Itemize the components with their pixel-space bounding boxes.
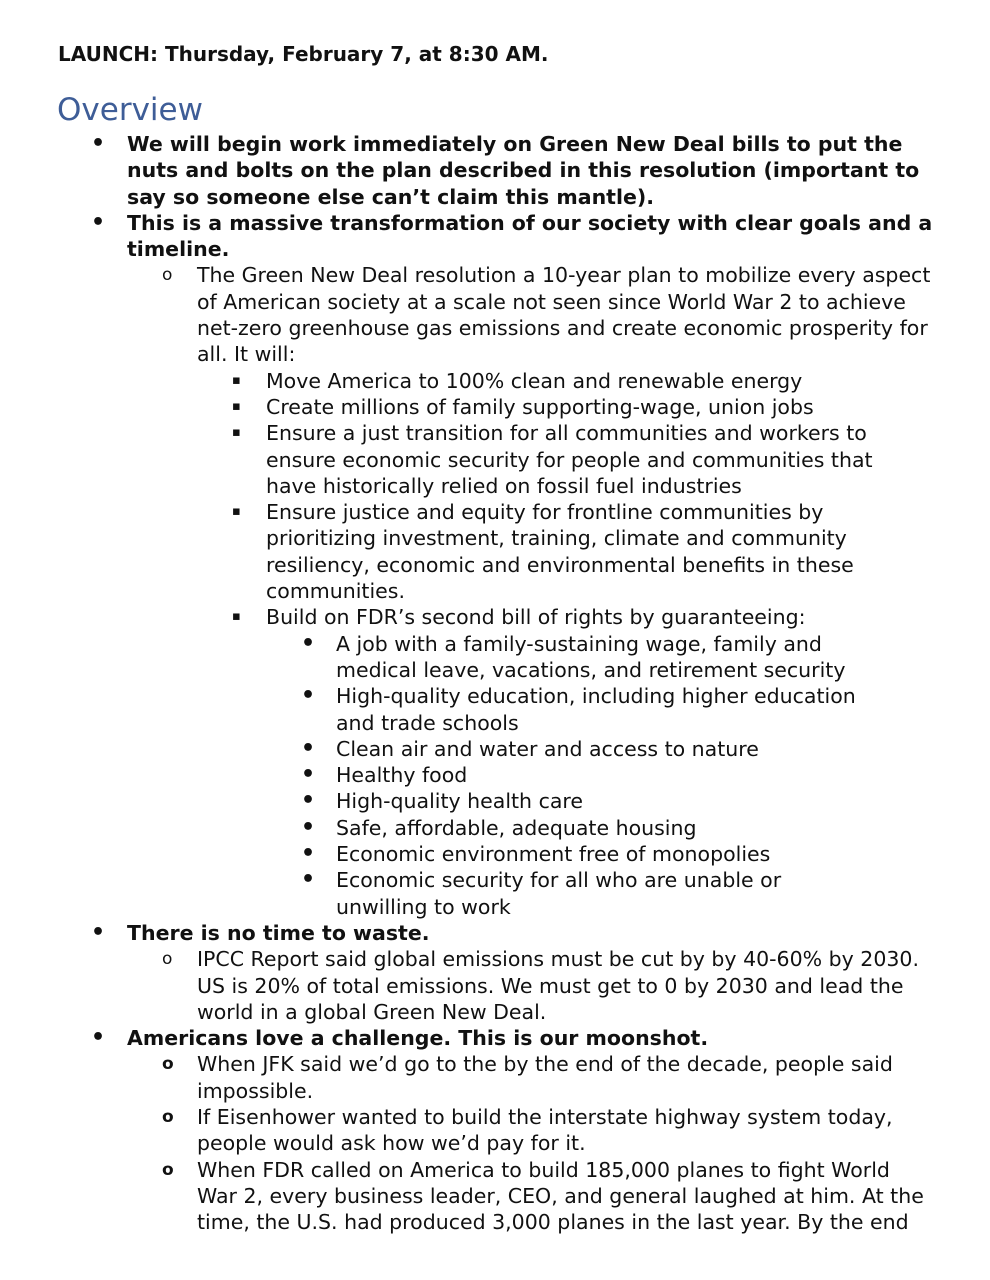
goal-item bbox=[0, 368, 932, 394]
bullet-marker: • bbox=[91, 919, 106, 945]
right-item bbox=[0, 683, 902, 736]
bullet-marker: • bbox=[301, 630, 316, 656]
bullet-marker: • bbox=[91, 209, 106, 235]
sub-list-item bbox=[0, 1104, 960, 1157]
right-item-text: Safe, affordable, adequate housing bbox=[336, 815, 697, 840]
goal-item-text: Ensure justice and equity for frontline communities by prioritizing investment, training, climate and community resiliency, economic and environmental benefits in these communities. bbox=[266, 500, 854, 604]
square-marker: ▪ bbox=[232, 398, 241, 414]
bullet-marker: • bbox=[91, 1025, 106, 1051]
sub-list-item bbox=[0, 1051, 960, 1104]
list-item-text: This is a massive transformation of our society with clear goals and a timeline. bbox=[127, 210, 933, 262]
right-item bbox=[0, 631, 902, 684]
circle-marker: o bbox=[162, 1159, 174, 1180]
goal-item bbox=[0, 499, 932, 604]
list-item-text: Americans love a challenge. This is our moonshot. bbox=[127, 1026, 709, 1051]
sub-list-item-text: When JFK said we’d go to the by the end of the decade, people said impossible. bbox=[197, 1052, 893, 1103]
right-item-text: Economic security for all who are unable or unwilling to work bbox=[336, 868, 782, 919]
goal-item-text: Create millions of family supporting-wage, union jobs bbox=[266, 394, 814, 419]
sub-list-item-text: The Green New Deal resolution a 10-year plan to mobilize every aspect of American society at a scale not seen since World War 2 to achieve net-zero greenhouse gas emissions and create economic prosperity for all. It will: bbox=[197, 263, 931, 367]
right-item-text: High-quality education, including higher education and trade schools bbox=[336, 684, 856, 735]
circle-marker: o bbox=[162, 1106, 174, 1127]
right-item bbox=[0, 815, 902, 841]
right-item-text: Clean air and water and access to nature bbox=[336, 736, 759, 761]
goal-item-text: Ensure a just transition for all communities and workers to ensure economic security for people and communities that have historically relied on fossil fuel industries bbox=[266, 421, 873, 498]
sub-list bbox=[0, 1051, 960, 1235]
bullet-list bbox=[0, 131, 990, 1235]
sub-list-item bbox=[0, 1157, 960, 1236]
square-marker: ▪ bbox=[232, 609, 241, 625]
goals-list bbox=[0, 368, 932, 920]
sub-list-item bbox=[0, 946, 960, 1025]
bullet-marker: • bbox=[301, 814, 316, 840]
bullet-marker: • bbox=[301, 683, 316, 709]
list-item-text: We will begin work immediately on Green New Deal bills to put the nuts and bolts on the plan described in this resolution (important to say so someone else can’t claim this mantle). bbox=[127, 132, 920, 209]
square-marker: ▪ bbox=[232, 425, 241, 441]
right-item bbox=[0, 788, 902, 814]
bullet-marker: • bbox=[301, 762, 316, 788]
sub-list-item-text: IPCC Report said global emissions must be cut by by 40-60% by 2030. US is 20% of total emissions. We must get to 0 by 2030 and lead the world in a global Green New Deal. bbox=[197, 947, 919, 1024]
list-item bbox=[0, 131, 990, 210]
bullet-marker: • bbox=[301, 867, 316, 893]
right-item-text: High-quality health care bbox=[336, 789, 583, 814]
sub-list-item-text: If Eisenhower wanted to build the interstate highway system today, people would ask how we’d pay for it. bbox=[197, 1104, 893, 1156]
overview-heading: Overview bbox=[57, 92, 203, 128]
sub-list bbox=[0, 262, 960, 919]
right-item-text: Economic environment free of monopolies bbox=[336, 842, 771, 867]
sub-list bbox=[0, 946, 960, 1025]
right-item bbox=[0, 736, 902, 762]
sub-list-item-text: When FDR called on America to build 185,000 planes to fight World War 2, every business leader, CEO, and general laughed at him. At the time, the U.S. had produced 3,000 planes in the last year. By the end bbox=[197, 1157, 924, 1235]
rights-list bbox=[0, 631, 902, 920]
goal-item bbox=[0, 394, 932, 420]
square-marker: ▪ bbox=[232, 372, 241, 388]
square-marker: ▪ bbox=[232, 504, 241, 520]
right-item bbox=[0, 867, 902, 920]
bullet-marker: • bbox=[301, 735, 316, 761]
circle-marker: o bbox=[162, 1054, 174, 1075]
right-item-text: A job with a family-sustaining wage, family and medical leave, vacations, and retirement security bbox=[336, 631, 846, 682]
right-item bbox=[0, 762, 902, 788]
goal-item-text: Move America to 100% clean and renewable energy bbox=[266, 368, 803, 393]
goal-item bbox=[0, 420, 932, 499]
goal-item bbox=[0, 604, 932, 920]
sub-list-item bbox=[0, 262, 960, 919]
circle-marker: o bbox=[162, 949, 173, 970]
circle-marker: o bbox=[162, 265, 173, 286]
bullet-marker: • bbox=[91, 131, 106, 156]
right-item-text: Healthy food bbox=[336, 763, 468, 788]
launch-line: LAUNCH: Thursday, February 7, at 8:30 AM. bbox=[58, 42, 549, 66]
list-item bbox=[0, 210, 990, 920]
bullet-marker: • bbox=[301, 841, 316, 867]
bullet-marker: • bbox=[301, 788, 316, 814]
list-item-text: There is no time to waste. bbox=[127, 920, 430, 945]
goal-item-text: Build on FDR’s second bill of rights by guaranteeing: bbox=[266, 605, 806, 630]
list-item bbox=[0, 920, 990, 1025]
list-item bbox=[0, 1025, 990, 1235]
right-item bbox=[0, 841, 902, 867]
